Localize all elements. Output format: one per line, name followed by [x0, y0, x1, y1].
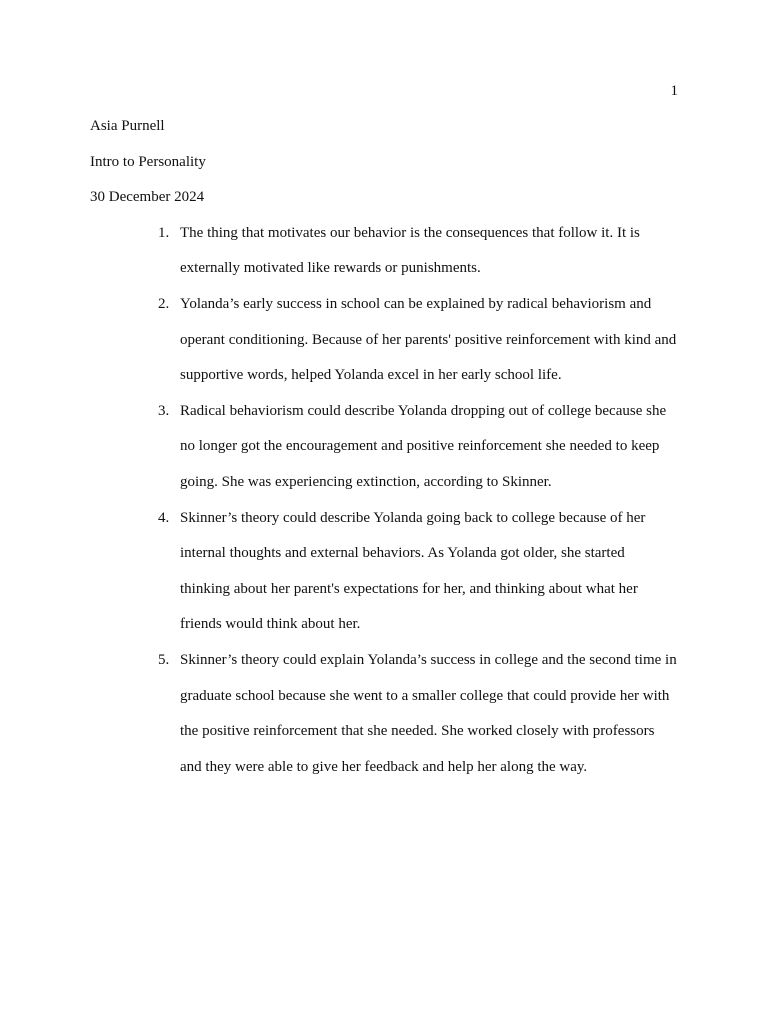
answer-text-3: Radical behaviorism could describe Yolanda dropping out of college because she no longer got the encouragement and positive reinforcement she needed to keep going. She was experiencing extinction, according to Skinner. — [180, 402, 667, 490]
answer-number-1: 1. — [158, 224, 170, 241]
answer-number-3: 3. — [158, 402, 170, 419]
student-name: Asia Purnell — [90, 118, 165, 134]
answer-number-4: 4. — [158, 509, 170, 526]
answer-item-1 — [158, 216, 678, 287]
answer-list — [90, 216, 678, 786]
answer-text-5: Skinner’s theory could explain Yolanda’s success in college and the second time in graduate school because she went to a smaller college that could provide her with the positive reinforcement that she needed. She worked closely with professors and they were able to give her feedback and help her along the way. — [180, 651, 677, 775]
answer-number-2: 2. — [158, 295, 170, 312]
answer-item-2 — [158, 287, 678, 394]
answer-item-3 — [158, 394, 678, 501]
answer-text-2: Yolanda’s early success in school can be explained by radical behaviorism and operant conditioning. Because of her parents' positive reinforcement with kind and supportive words, helped Yolanda excel in her early school life. — [180, 295, 677, 384]
course-name: Intro to Personality — [90, 153, 206, 170]
document-date: 30 December 2024 — [90, 189, 205, 206]
answer-item-5 — [158, 643, 678, 785]
document-body — [90, 109, 678, 785]
answer-item-4 — [158, 501, 678, 643]
answer-text-4: Skinner’s theory could describe Yolanda going back to college because of her internal thoughts and external behaviors. As Yolanda got older, she started thinking about her parent's expectations for her, and thinking about what her friends would think about her. — [180, 509, 646, 633]
answer-text-1: The thing that motivates our behavior is the consequences that follow it. It is externally motivated like rewards or punishments. — [180, 224, 640, 277]
answer-number-5: 5. — [158, 651, 170, 668]
page-number: 1 — [670, 83, 678, 99]
